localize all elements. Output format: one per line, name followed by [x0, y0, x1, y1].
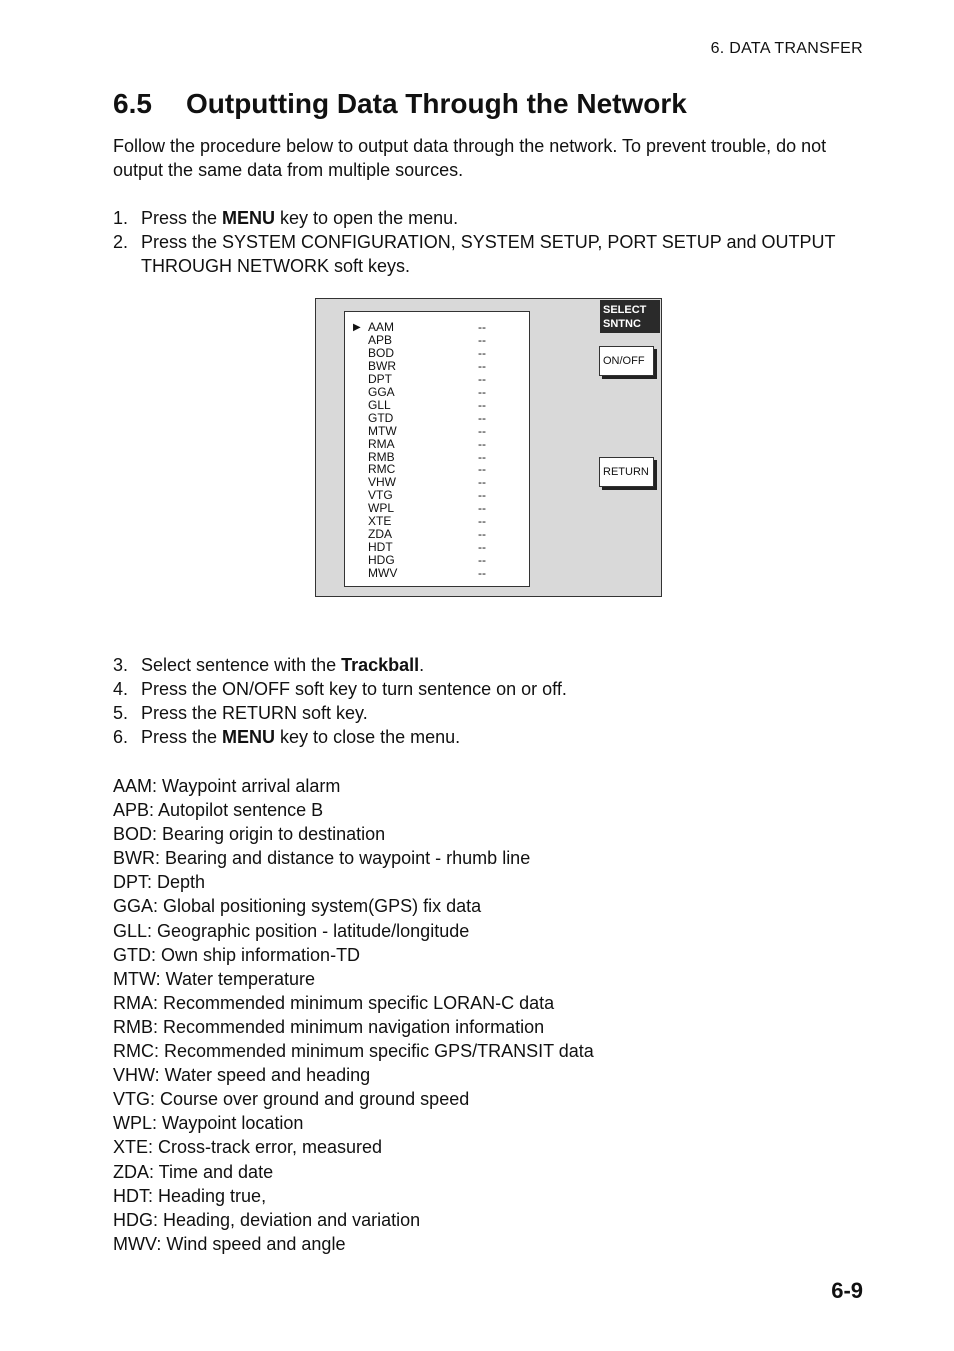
- definition-item: APB: Autopilot sentence B: [113, 800, 324, 821]
- step-number: 4.: [113, 679, 129, 699]
- definition-item: VHW: Water speed and heading: [113, 1065, 371, 1086]
- step-number: 1.: [113, 208, 129, 228]
- sentence-code: APB: [368, 332, 393, 347]
- step-item: [113, 206, 893, 230]
- sentence-status: --: [478, 501, 486, 516]
- step-text-pre: Select sentence with the: [141, 655, 342, 675]
- sentence-status: --: [478, 553, 486, 568]
- softkey-title-line: SNTNC: [603, 318, 641, 330]
- sentence-definitions: [113, 774, 594, 1256]
- definition-item: RMC: Recommended minimum specific GPS/TRANSIT data: [113, 1041, 594, 1062]
- return-softkey[interactable]: RETURN: [599, 457, 654, 487]
- step-text-post: key to close the menu.: [275, 727, 461, 747]
- sentence-status: --: [478, 320, 486, 334]
- step-text: [141, 653, 893, 677]
- sentence-status: --: [478, 540, 486, 555]
- definition-item: GTD: Own ship information-TD: [113, 944, 361, 965]
- sentence-status: --: [478, 449, 486, 464]
- sentence-status: --: [478, 514, 486, 529]
- sentence-status: --: [478, 358, 486, 373]
- step-text-pre: Press the SYSTEM CONFIGURATION, SYSTEM SETUP, PORT SETUP and OUTPUT THROUGH NETWORK soft keys.: [141, 232, 836, 276]
- step-text: [141, 230, 893, 278]
- section-title-text: Outputting Data Through the Network: [186, 88, 687, 119]
- step-number: 6.: [113, 727, 129, 747]
- screen-illustration: [315, 298, 662, 597]
- sentence-row[interactable]: [345, 334, 529, 347]
- step-item: [113, 653, 893, 677]
- sentence-row[interactable]: [345, 438, 529, 451]
- definition-item: MWV: Wind speed and angle: [113, 1233, 346, 1254]
- sentence-code: DPT: [368, 371, 392, 386]
- sentence-status: --: [478, 423, 486, 438]
- step-text-pre: Press the: [141, 727, 223, 747]
- definition-item: BWR: Bearing and distance to waypoint - rhumb line: [113, 848, 531, 869]
- definition-item: HDG: Heading, deviation and variation: [113, 1209, 421, 1230]
- sentence-status: --: [478, 475, 486, 490]
- sentence-status: --: [478, 436, 486, 451]
- sentence-code: HDT: [368, 540, 393, 555]
- step-text-key: Trackball: [341, 655, 420, 675]
- step-item: [113, 701, 893, 725]
- sentence-code: MWV: [368, 566, 398, 581]
- page-number: 6-9: [831, 1278, 863, 1303]
- definition-item: WPL: Waypoint location: [113, 1113, 304, 1134]
- step-text-key: MENU: [222, 208, 276, 228]
- sentence-code: GGA: [368, 384, 395, 399]
- sentence-code: AAM: [368, 320, 395, 334]
- step-text-pre: Press the: [141, 208, 223, 228]
- step-number: 3.: [113, 655, 129, 675]
- definition-item: RMA: Recommended minimum specific LORAN-C data: [113, 992, 555, 1013]
- sentence-code: BOD: [368, 345, 395, 360]
- definition-item: RMB: Recommended minimum navigation information: [113, 1016, 545, 1037]
- definition-item: BOD: Bearing origin to destination: [113, 824, 386, 845]
- step-text: [141, 206, 893, 230]
- sentence-status: --: [478, 566, 486, 581]
- step-text-pre: Press the ON/OFF soft key to turn sentence on or off.: [141, 679, 567, 699]
- step-item: [113, 725, 893, 749]
- sentence-code: GLL: [368, 397, 391, 412]
- step-number: 5.: [113, 703, 129, 723]
- sentence-status: --: [478, 462, 486, 477]
- sentence-code: XTE: [368, 514, 392, 529]
- step-text: [141, 701, 893, 725]
- step-item: [113, 677, 893, 701]
- sentence-code: VTG: [368, 488, 393, 503]
- on-off-softkey[interactable]: ON/OFF: [599, 346, 654, 376]
- sentence-status: --: [478, 488, 486, 503]
- sentence-row[interactable]: [345, 360, 529, 373]
- definition-item: GGA: Global positioning system(GPS) fix data: [113, 896, 482, 917]
- sentence-code: BWR: [368, 358, 396, 373]
- definition-item: DPT: Depth: [113, 872, 206, 893]
- sentence-status: --: [478, 371, 486, 386]
- definition-item: XTE: Cross-track error, measured: [113, 1137, 383, 1158]
- step-number: 2.: [113, 232, 129, 252]
- sentence-row[interactable]: [345, 425, 529, 438]
- sentence-code: GTD: [368, 410, 394, 425]
- step-text-key: MENU: [222, 727, 276, 747]
- step-item: [113, 230, 893, 278]
- definition-item: ZDA: Time and date: [113, 1161, 274, 1182]
- sentence-row[interactable]: [345, 347, 529, 360]
- definition-item: AAM: Waypoint arrival alarm: [113, 776, 341, 796]
- sentence-row[interactable]: [345, 412, 529, 425]
- sentence-code: RMA: [368, 436, 395, 451]
- step-text: [141, 677, 893, 701]
- sentence-row[interactable]: [345, 567, 529, 580]
- sentence-status: --: [478, 410, 486, 425]
- definition-item: GLL: Geographic position - latitude/longitude: [113, 920, 470, 941]
- step-text-post: .: [419, 655, 425, 675]
- procedure-steps-a: [113, 206, 893, 278]
- definition-item: VTG: Course over ground and ground speed: [113, 1089, 470, 1110]
- softkey-title-line: SELECT: [603, 304, 647, 316]
- sentence-code: WPL: [368, 501, 395, 516]
- step-text-pre: Press the RETURN soft key.: [141, 703, 368, 723]
- softkey-title: [600, 300, 660, 333]
- selection-cursor-icon: ▶: [353, 322, 361, 333]
- section-number: 6.5: [113, 88, 152, 119]
- sentence-row[interactable]: [345, 399, 529, 412]
- definition-item: HDT: Heading true,: [113, 1185, 267, 1206]
- sentence-code: HDG: [368, 553, 395, 568]
- procedure-steps-b: [113, 653, 893, 749]
- sentence-code: RMB: [368, 449, 395, 464]
- sentence-status: --: [478, 397, 486, 412]
- intro-paragraph: Follow the procedure below to output data through the network. To prevent trouble, do not output the same data from multiple sources.: [113, 136, 827, 180]
- sentence-status: --: [478, 345, 486, 360]
- running-header: 6. DATA TRANSFER: [710, 40, 863, 57]
- sentence-status: --: [478, 332, 486, 347]
- sentence-list: [344, 311, 530, 587]
- sentence-row[interactable]: [345, 386, 529, 399]
- sentence-status: --: [478, 384, 486, 399]
- step-text-post: key to open the menu.: [275, 208, 459, 228]
- sentence-code: ZDA: [368, 527, 392, 542]
- section-title: [113, 88, 687, 120]
- definition-item: MTW: Water temperature: [113, 968, 316, 989]
- sentence-code: VHW: [368, 475, 396, 490]
- sentence-code: RMC: [368, 462, 396, 477]
- step-text: [141, 725, 893, 749]
- sentence-status: --: [478, 527, 486, 542]
- sentence-row[interactable]: [345, 373, 529, 386]
- sentence-code: MTW: [368, 423, 397, 438]
